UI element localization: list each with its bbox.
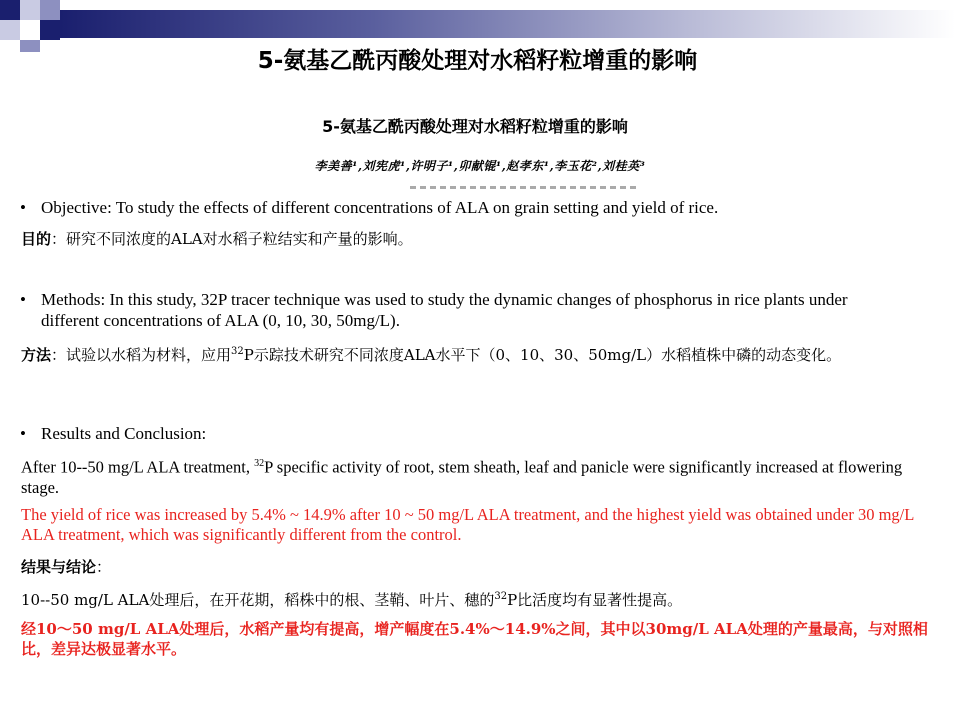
methods-en: Methods: In this study, 32P tracer technique was used to study the dynamic changes of phosphorus in rice plants under different concentrations of ALA (0, 10, 30, 50mg/L). bbox=[41, 290, 848, 330]
results-en-1-a: After 10--50 mg/L ALA treatment, bbox=[21, 457, 255, 477]
results-heading: Results and Conclusion: bbox=[41, 424, 207, 443]
bullet-dot: • bbox=[20, 198, 26, 217]
results-cn-heading-line bbox=[21, 557, 933, 577]
results-en-1-b: P specific activity of root, stem sheath, leaf and panicle were significantly increased at flowering stage. bbox=[21, 457, 903, 497]
decor-square bbox=[40, 20, 60, 40]
methods-cn-text-b: P示踪技术研究不同浓度ALA水平下（0、10、30、50mg/L）水稻植株中磷的动态变化。 bbox=[243, 346, 842, 364]
objective-en: Objective: To study the effects of different concentrations of ALA on grain setting and yield of rice. bbox=[41, 198, 719, 217]
decor-square bbox=[0, 0, 20, 20]
results-cn-2: 经10～50 mg/L ALA处理后，水稻产量均有提高，增产幅度在5.4%～14.9%之间，其中以30mg/L ALA处理的产量最高，与对照相比，差异达极显著水平。 bbox=[21, 620, 928, 658]
results-en-1-sup: 32 bbox=[254, 458, 265, 469]
slide-title: 5-氨基乙酰丙酸处理对水稻籽粒增重的影响 bbox=[257, 48, 698, 74]
methods-cn-sup: 32 bbox=[231, 346, 244, 357]
results-en-2: The yield of rice was increased by 5.4% ~ 14.9% after 10 ~ 50 mg/L ALA treatment, and the highest yield was obtained under 30 mg/L ALA treatment, which was significantly different from the control. bbox=[21, 505, 914, 544]
results-cn-1 bbox=[21, 587, 933, 610]
results-cn-heading-colon: ： bbox=[96, 558, 112, 576]
methods-cn bbox=[21, 342, 933, 365]
decor-square bbox=[20, 0, 40, 20]
methods-cn-text-a: ：试验以水稻为材料，应用 bbox=[51, 346, 232, 364]
objective-cn-label: 目的 bbox=[21, 230, 52, 248]
objective-cn-text: ：研究不同浓度的ALA对水稻子粒结实和产量的影响。 bbox=[51, 230, 413, 248]
decor-square bbox=[40, 0, 60, 20]
methods-cn-label: 方法 bbox=[21, 346, 52, 364]
decor-square bbox=[20, 20, 40, 40]
excerpt-cut-edge bbox=[410, 186, 640, 189]
results-cn-1-sup: 32 bbox=[494, 591, 508, 602]
results-cn-1-a: 10--50 mg/L ALA处理后，在开花期，稻株中的根、茎鞘、叶片、穗的 bbox=[21, 591, 495, 609]
results-en-1 bbox=[21, 454, 933, 498]
title-banner bbox=[60, 10, 955, 38]
paper-title: 5-氨基乙酰丙酸处理对水稻籽粒增重的影响 bbox=[322, 117, 628, 136]
objective-cn bbox=[21, 229, 933, 249]
bullet-dot: • bbox=[20, 290, 26, 309]
paper-authors: 李美善¹,刘宪虎¹,许明子¹,卯献锟¹,赵孝东¹,李玉花²,刘桂英³ bbox=[314, 159, 646, 173]
decor-square bbox=[0, 20, 20, 40]
results-cn-heading: 结果与结论 bbox=[21, 558, 97, 576]
paper-excerpt bbox=[270, 108, 690, 186]
results-cn-1-b: P比活度均有显著性提高。 bbox=[507, 591, 683, 609]
bullet-dot: • bbox=[20, 424, 26, 443]
